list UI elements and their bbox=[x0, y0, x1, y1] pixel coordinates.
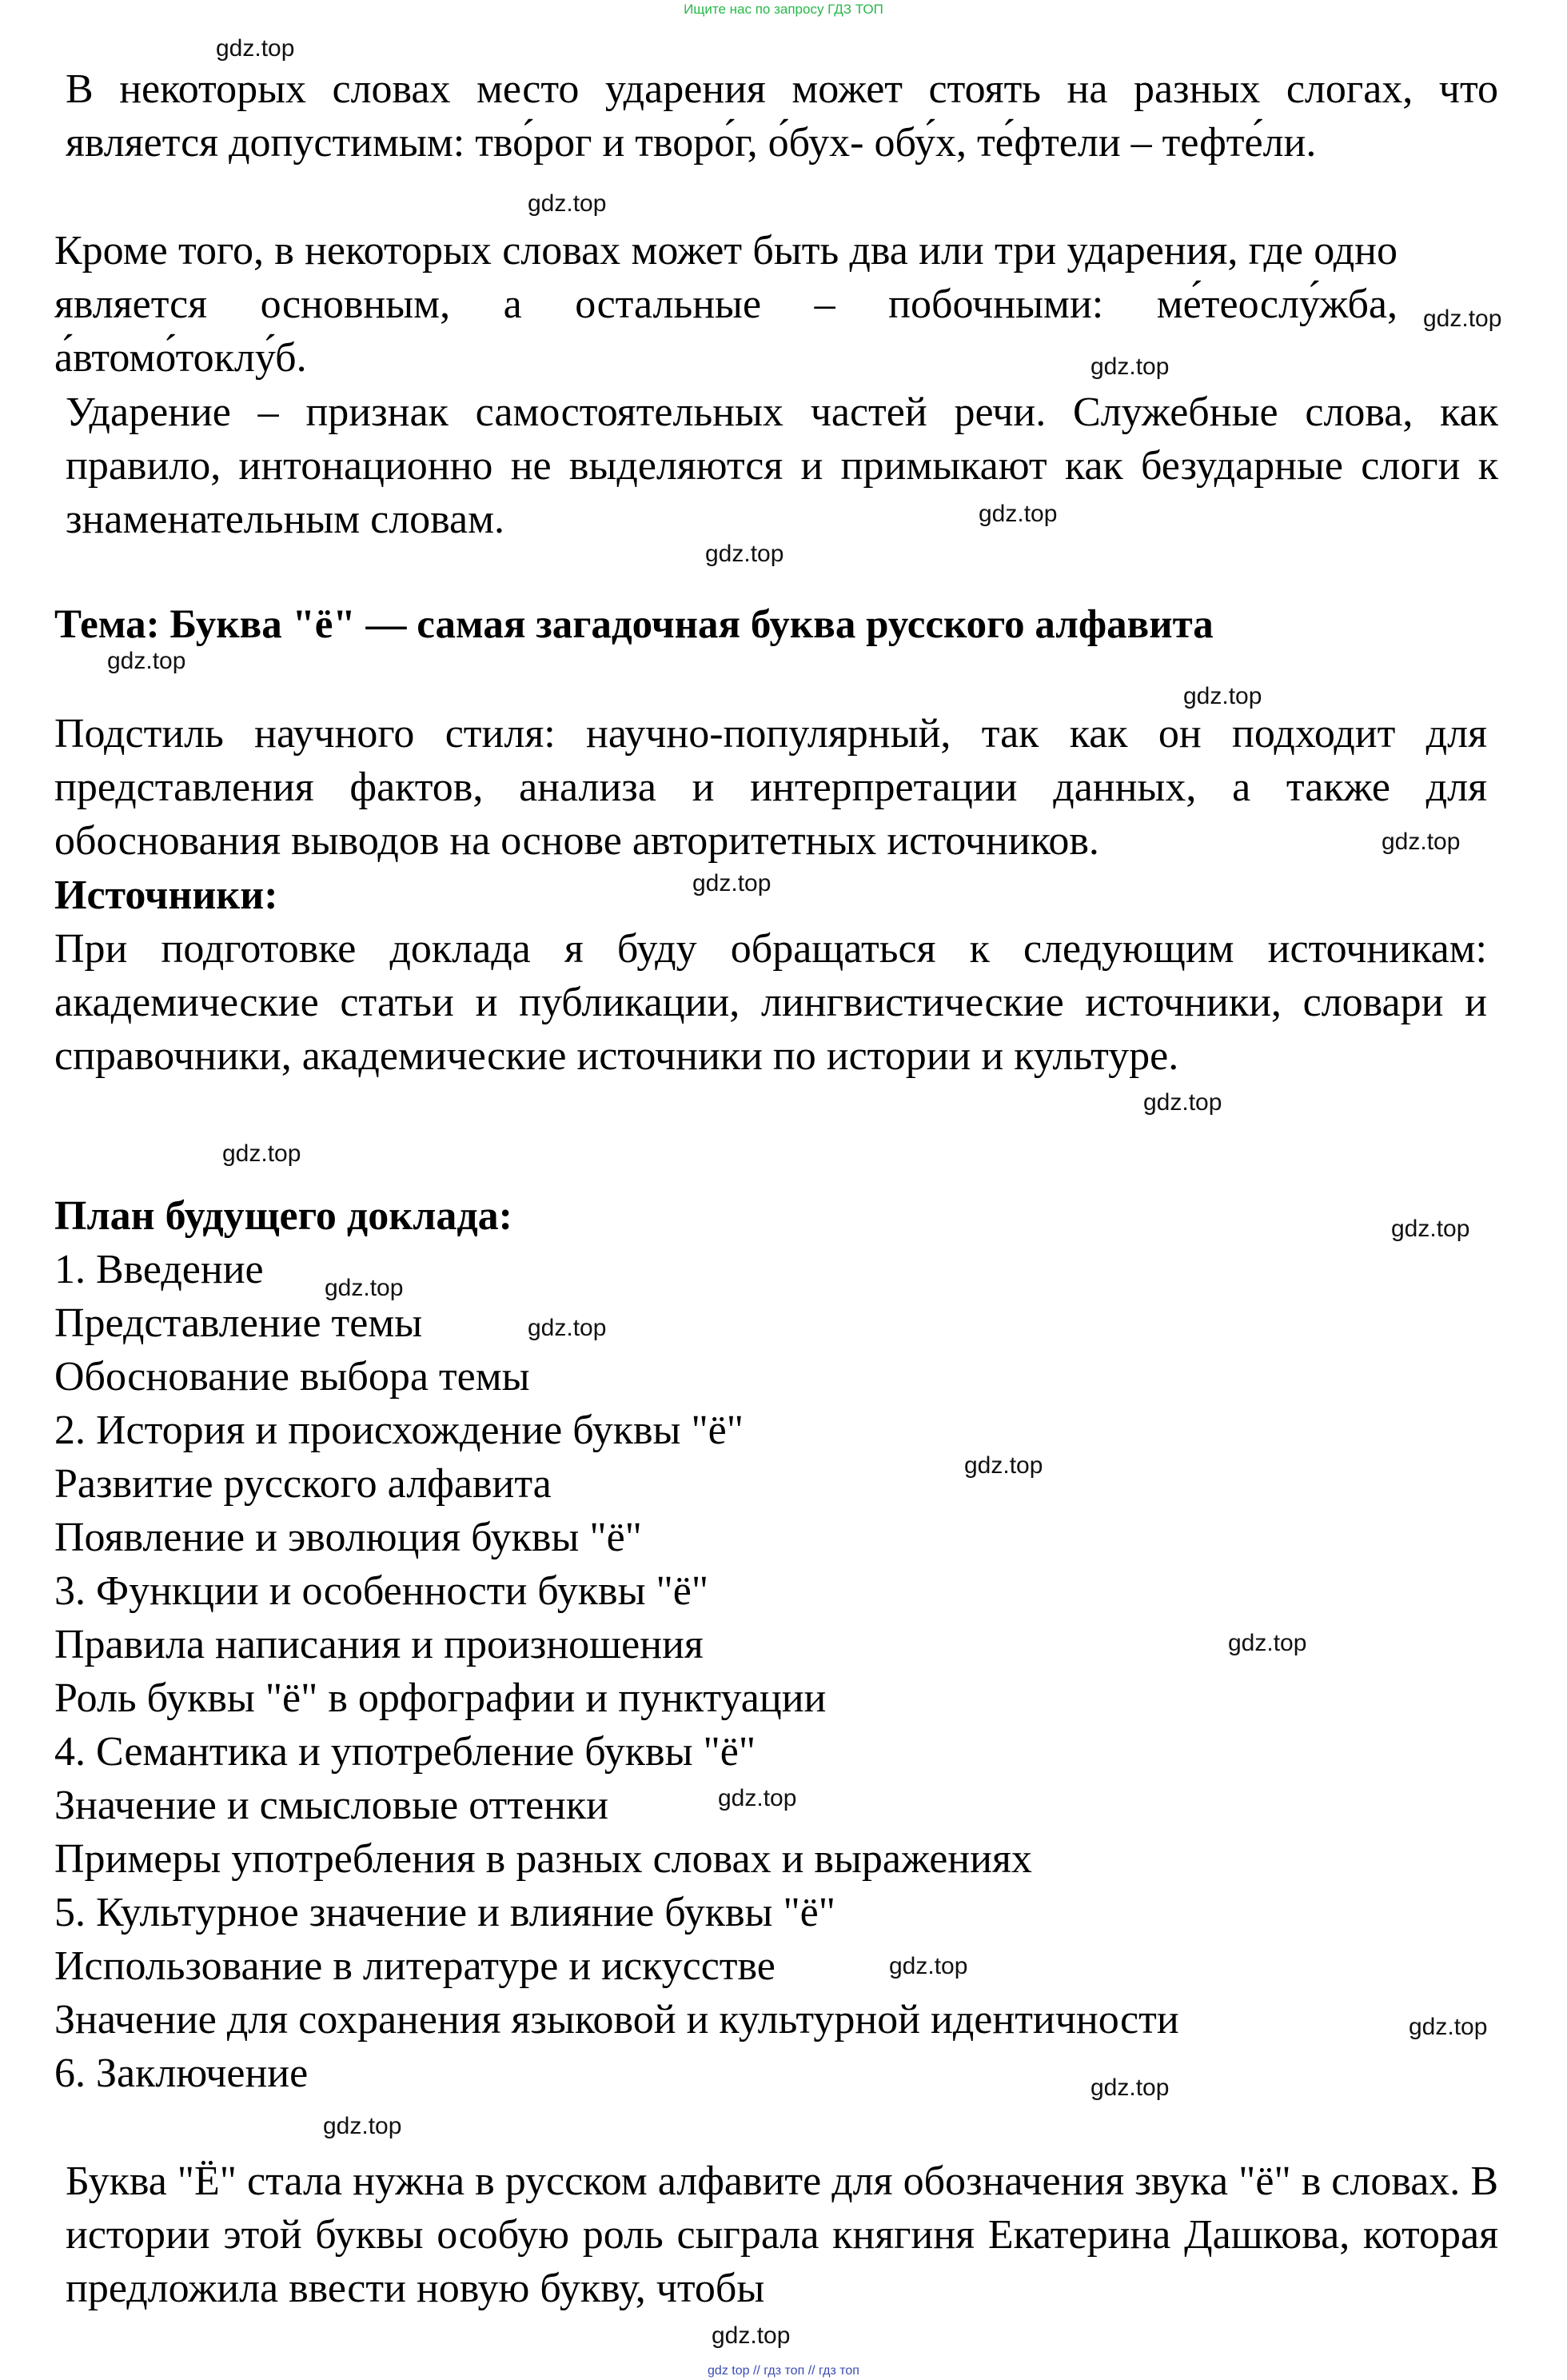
watermark: gdz.top bbox=[1391, 1216, 1470, 1242]
top-banner: Ищите нас по запросу ГДЗ ТОП bbox=[684, 2, 883, 17]
watermark: gdz.top bbox=[1091, 353, 1170, 380]
topic-title: Тема: Буква "ё" — самая загадочная буква русского алфавита bbox=[54, 602, 1214, 647]
watermark: gdz.top bbox=[222, 1140, 301, 1167]
style-paragraph: Подстиль научного стиля: научно-популярный, так как он подходит для представления фактов, анализа и интерпретации данных, а также для обоснования выводов на основе авторитетных источников. bbox=[54, 711, 1487, 864]
watermark: gdz.top bbox=[1183, 683, 1262, 709]
plan-item: Значение и смысловые оттенки bbox=[54, 1783, 608, 1828]
plan-item: Развитие русского алфавита bbox=[54, 1461, 552, 1507]
footer: gdz top // гдз топ // гдз топ bbox=[708, 2364, 859, 2378]
watermark: gdz.top bbox=[1423, 305, 1502, 332]
plan-item: Использование в литературе и искусстве bbox=[54, 1943, 776, 1989]
intro-paragraph-1: В некоторых словах место ударения может стоять на разных слогах, что является допустимым: тво́рог и творо́г, о́бух- обу́х, те́фтели – тефте́ли. bbox=[66, 66, 1498, 166]
intro-paragraph-2: Кроме того, в некоторых словах может быть два или три ударения, где одно является основным, а остальные – побочными: ме́теослу́жба, а́втомо́токлу́б. bbox=[54, 228, 1398, 381]
watermark: gdz.top bbox=[889, 1953, 968, 1979]
watermark: gdz.top bbox=[325, 1275, 404, 1301]
plan-item: Примеры употребления в разных словах и выражениях bbox=[54, 1836, 1032, 1882]
watermark: gdz.top bbox=[1409, 2014, 1488, 2040]
watermark: gdz.top bbox=[107, 648, 186, 674]
watermark: gdz.top bbox=[323, 2113, 402, 2139]
watermark: gdz.top bbox=[718, 1785, 797, 1811]
plan-item: 3. Функции и особенности буквы "ё" bbox=[54, 1568, 709, 1614]
plan-item: Значение для сохранения языковой и культурной идентичности bbox=[54, 1997, 1179, 2043]
plan-item: 6. Заключение bbox=[54, 2051, 309, 2096]
watermark: gdz.top bbox=[712, 2322, 791, 2349]
watermark: gdz.top bbox=[964, 1452, 1043, 1479]
plan-item: 4. Семантика и употребление буквы "ё" bbox=[54, 1729, 756, 1775]
watermark: gdz.top bbox=[1091, 2075, 1170, 2101]
plan-item: 5. Культурное значение и влияние буквы "ё" bbox=[54, 1890, 835, 1935]
closing-paragraph: Буква "Ё" стала нужна в русском алфавите для обозначения звука "ё" в словах. В истории этой буквы особую роль сыграла княгиня Екатерина Дашкова, которая предложила ввести новую букву, чтобы bbox=[66, 2158, 1498, 2311]
plan-item: Появление и эволюция буквы "ё" bbox=[54, 1515, 642, 1560]
watermark: gdz.top bbox=[1228, 1630, 1307, 1656]
watermark: gdz.top bbox=[705, 541, 784, 567]
watermark: gdz.top bbox=[528, 190, 607, 217]
plan-item: Обоснование выбора темы bbox=[54, 1354, 530, 1400]
plan-item: Роль буквы "ё" в орфографии и пунктуации bbox=[54, 1675, 827, 1721]
watermark: gdz.top bbox=[216, 35, 295, 62]
sources-heading: Источники: bbox=[54, 873, 278, 918]
plan-item: 1. Введение bbox=[54, 1247, 264, 1292]
watermark: gdz.top bbox=[979, 501, 1058, 527]
watermark: gdz.top bbox=[692, 870, 772, 896]
plan-item: Правила написания и произношения bbox=[54, 1622, 704, 1667]
plan-item: Представление темы bbox=[54, 1300, 423, 1346]
plan-heading: План будущего доклада: bbox=[54, 1193, 512, 1239]
watermark: gdz.top bbox=[528, 1315, 607, 1341]
plan-item: 2. История и происхождение буквы "ё" bbox=[54, 1408, 744, 1453]
watermark: gdz.top bbox=[1382, 829, 1461, 855]
watermark: gdz.top bbox=[1143, 1089, 1222, 1116]
sources-paragraph: При подготовке доклада я буду обращаться к следующим источникам: академические статьи и публикации, лингвистические источники, словари и справочники, академические источники по истории и культуре. bbox=[54, 926, 1487, 1079]
intro-paragraph-3: Ударение – признак самостоятельных частей речи. Служебные слова, как правило, интонационно не выделяются и примыкают как безударные слоги к знаменательным словам. bbox=[66, 389, 1498, 542]
